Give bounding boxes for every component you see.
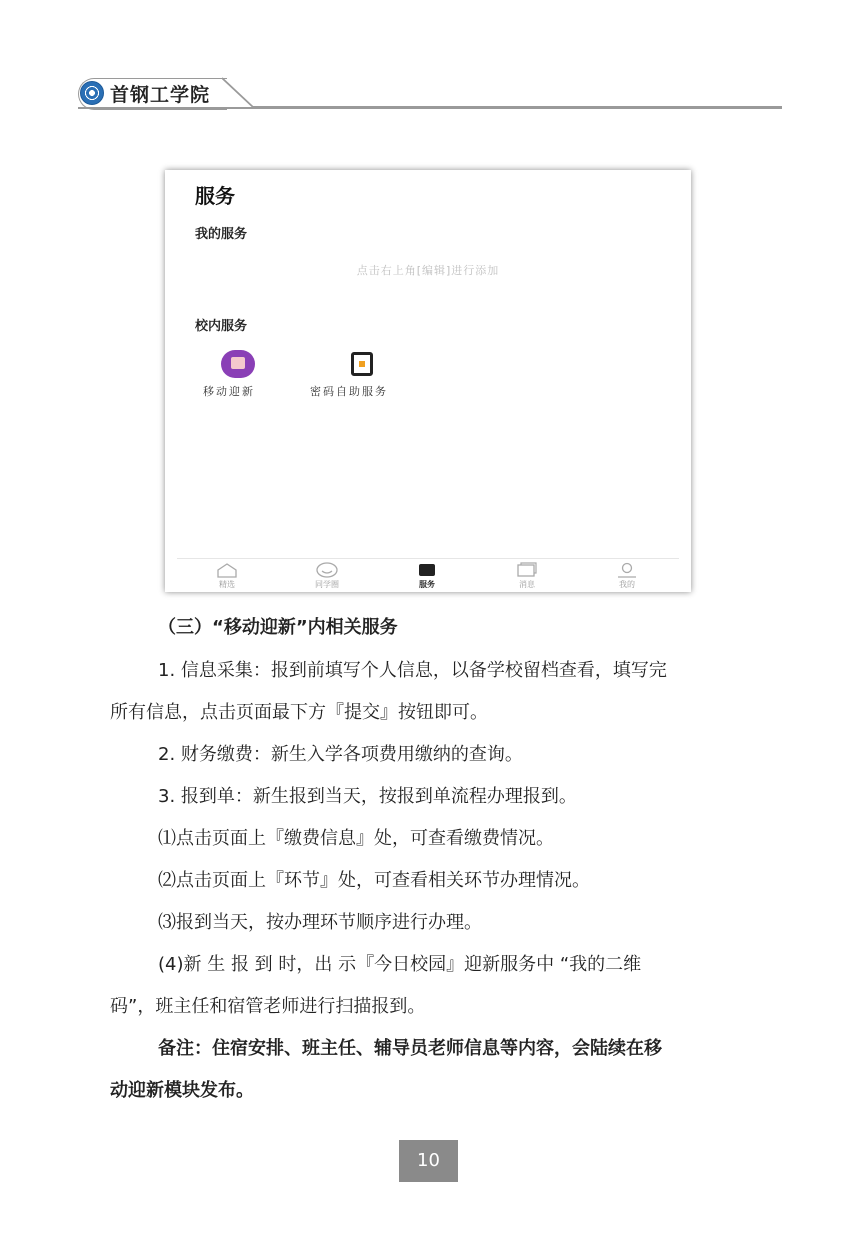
tab-classmates[interactable] <box>287 559 367 593</box>
tab-services[interactable] <box>387 559 467 593</box>
school-logo-icon <box>80 81 104 105</box>
sub-item-4-line2: 码”，班主任和宿管老师进行扫描报到。 <box>110 996 426 1017</box>
header-slant <box>222 74 262 110</box>
section-heading: （三）“移动迎新”内相关服务 <box>158 617 398 638</box>
tab-messages[interactable] <box>487 559 567 593</box>
phone-screenshot <box>165 170 691 592</box>
tab-label: 服务 <box>419 580 435 589</box>
item3: 3. 报到单：新生报到当天，按报到单流程办理报到。 <box>158 786 577 807</box>
tab-me[interactable] <box>587 559 667 593</box>
note-line1: 备注：住宿安排、班主任、辅导员老师信息等内容，会陆续在移 <box>158 1038 662 1059</box>
sub-item-1: ⑴点击页面上『缴费信息』处，可查看缴费情况。 <box>158 828 554 849</box>
welcome-app-icon[interactable] <box>221 350 255 378</box>
smile-icon <box>315 562 339 578</box>
message-icon <box>515 562 539 578</box>
my-services-hint: 点击右上角[编辑]进行添加 <box>356 264 500 277</box>
note-line2: 动迎新模块发布。 <box>110 1080 254 1101</box>
tab-label: 我的 <box>619 580 635 589</box>
header-rule-left <box>78 107 254 109</box>
tab-label: 消息 <box>519 580 535 589</box>
service-icon <box>415 562 439 578</box>
app-label-mobile-welcome[interactable]: 移动迎新 <box>203 385 255 398</box>
tab-label: 同学圈 <box>315 580 339 589</box>
item2: 2. 财务缴费：新生入学各项费用缴纳的查询。 <box>158 744 523 765</box>
app-label-password-service[interactable]: 密码自助服务 <box>310 385 388 398</box>
my-services-heading: 我的服务 <box>195 227 248 242</box>
sub-item-3: ⑶报到当天，按办理环节顺序进行办理。 <box>158 912 482 933</box>
sub-item-4-line1: (4)新 生 报 到 时，出 示『今日校园』迎新服务中 “我的二维 <box>158 954 642 975</box>
sub-item-2: ⑵点击页面上『环节』处，可查看相关环节办理情况。 <box>158 870 590 891</box>
tab-featured[interactable] <box>187 559 267 593</box>
campus-services-heading: 校内服务 <box>195 319 248 334</box>
home-icon <box>215 562 239 578</box>
page-header <box>72 74 782 114</box>
bottom-tabbar <box>177 558 679 593</box>
page-title: 服务 <box>195 184 235 208</box>
lock-app-icon[interactable] <box>351 352 373 376</box>
tab-label: 精选 <box>219 580 235 589</box>
item1-line1: 1. 信息采集：报到前填写个人信息，以备学校留档查看，填写完 <box>158 660 667 681</box>
person-icon <box>615 562 639 578</box>
page-number: 10 <box>399 1140 458 1182</box>
header-rule <box>252 106 782 109</box>
item1-line2: 所有信息，点击页面最下方『提交』按钮即可。 <box>110 702 488 723</box>
school-name: 首钢工学院 <box>110 84 211 106</box>
